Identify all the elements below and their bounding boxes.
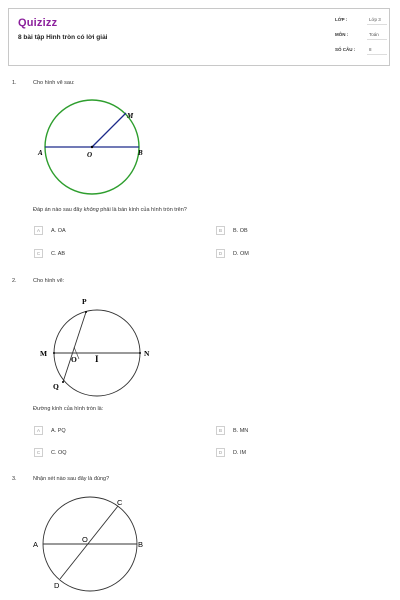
meta-grade-value: Lớp 3 xyxy=(369,17,381,22)
question-1-number: 1. xyxy=(12,80,17,86)
label-n: N xyxy=(144,349,150,358)
label-b: B xyxy=(138,149,143,157)
meta-subject-label: MÔN : xyxy=(335,32,349,37)
option-letter-box: C xyxy=(34,249,43,258)
chord-cd xyxy=(60,506,118,579)
label-a: A xyxy=(38,149,43,157)
worksheet-title: 8 bài tập Hình tròn có lời giải xyxy=(18,34,108,41)
meta-line xyxy=(367,24,387,25)
point-p xyxy=(85,311,87,313)
question-1-sub-post: phải là bán kính của hình tròn trên? xyxy=(98,207,187,213)
meta-grade-label: LỚP : xyxy=(335,17,348,22)
label-q: Q xyxy=(53,382,59,391)
meta-count xyxy=(335,45,385,55)
center-point xyxy=(91,146,93,148)
meta-subject xyxy=(335,30,385,40)
point-m xyxy=(53,352,55,354)
worksheet-header xyxy=(8,8,390,66)
question-1-sub-emphasis: không xyxy=(83,207,99,213)
option-text: C. AB xyxy=(51,250,66,257)
point-q xyxy=(62,381,64,383)
option-letter-box: B xyxy=(216,226,225,235)
question-1-prompt: Cho hình vẽ sau: xyxy=(33,80,75,86)
question-2-number: 2. xyxy=(12,278,17,284)
option-letter-box: D xyxy=(216,448,225,457)
option-letter-box: B xyxy=(216,426,225,435)
label-p: P xyxy=(82,297,87,306)
radius-om xyxy=(92,113,126,147)
question-1-subprompt xyxy=(33,207,187,213)
label-o: O xyxy=(71,355,77,364)
meta-count-value: 8 xyxy=(369,47,372,52)
label-m: M xyxy=(40,349,48,358)
option-text: D. OM xyxy=(233,250,249,257)
meta-subject-value: Toán xyxy=(369,32,379,37)
option-text: C. OQ xyxy=(51,449,67,456)
option-letter-box: C xyxy=(34,448,43,457)
question-2-circle-figure xyxy=(38,294,163,399)
meta-line xyxy=(367,54,387,55)
label-o: O xyxy=(82,535,88,544)
option-letter-box: A xyxy=(34,226,43,235)
question-3-number: 3. xyxy=(12,476,17,482)
question-2-subprompt: Đường kính của hình tròn là: xyxy=(33,406,104,412)
label-m: M xyxy=(127,112,134,120)
label-d: D xyxy=(54,581,60,590)
option-text: D. IM xyxy=(233,449,247,456)
question-3-prompt: Nhận xét nào sau đây là đúng? xyxy=(33,476,110,482)
label-a: A xyxy=(33,540,39,549)
label-b: B xyxy=(138,540,144,549)
question-3-circle-figure xyxy=(30,494,160,594)
quizizz-logo: Quizizz xyxy=(18,17,58,29)
label-c: C xyxy=(117,498,123,507)
label-i: I xyxy=(95,354,99,364)
option-text: A. OA xyxy=(51,227,66,234)
option-text: B. OB xyxy=(233,227,248,234)
point-n xyxy=(139,352,141,354)
option-letter-box: D xyxy=(216,249,225,258)
meta-grade xyxy=(335,15,385,25)
question-1-sub-pre: Đáp án nào sau đây xyxy=(33,207,84,213)
option-letter-box: A xyxy=(34,426,43,435)
question-2-prompt: Cho hình vẽ: xyxy=(33,278,65,284)
meta-count-label: SỐ CÂU : xyxy=(335,47,356,52)
question-1-circle-figure xyxy=(30,96,150,201)
label-o: O xyxy=(87,151,93,159)
option-text: B. MN xyxy=(233,427,249,434)
meta-line xyxy=(367,39,387,40)
option-text: A. PQ xyxy=(51,427,66,434)
